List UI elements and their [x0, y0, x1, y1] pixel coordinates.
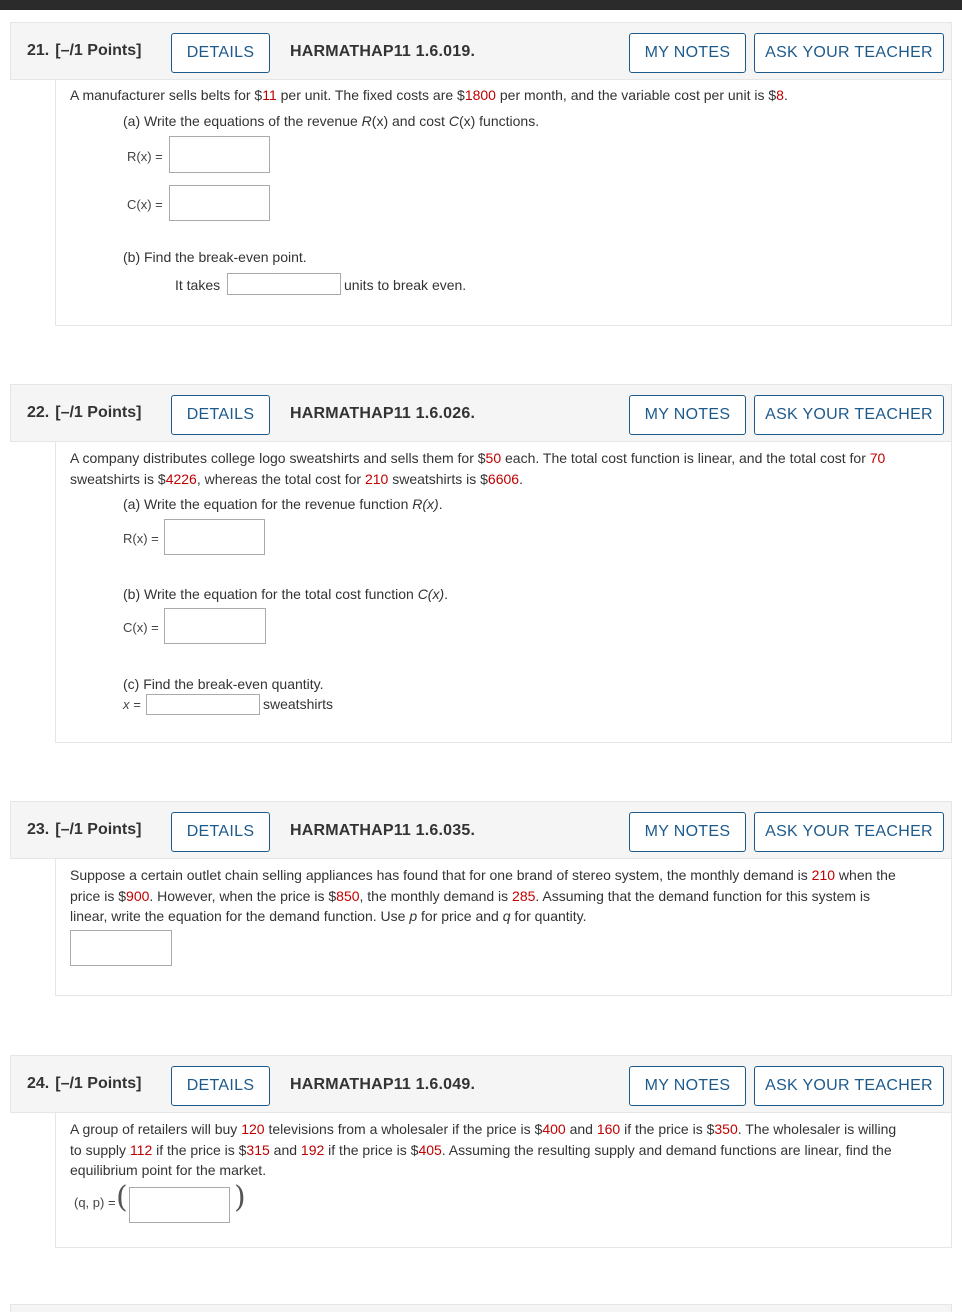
equilibrium-label: (q, p) =	[74, 1195, 116, 1210]
cost-label: C(x) =	[127, 197, 163, 212]
question-code: HARMATHAP11 1.6.035.	[290, 822, 476, 839]
question-header	[10, 801, 952, 859]
ask-your-teacher-button[interactable]: ASK YOUR TEACHER	[754, 812, 944, 852]
revenue-answer-input[interactable]	[164, 519, 265, 555]
question-body	[55, 442, 952, 743]
demand-function-input[interactable]	[70, 930, 172, 966]
question-body	[55, 859, 952, 996]
question-number: 21. [–/1 Points]	[27, 42, 142, 59]
part-b-text: (b) Find the break-even point.	[123, 249, 307, 265]
my-notes-button[interactable]: MY NOTES	[629, 33, 746, 73]
question-number: 24. [–/1 Points]	[27, 1075, 142, 1092]
my-notes-button[interactable]: MY NOTES	[629, 812, 746, 852]
question-21	[10, 22, 952, 326]
cost-label: C(x) =	[123, 620, 159, 635]
part-c-text: (c) Find the break-even quantity.	[123, 676, 324, 692]
question-header	[10, 384, 952, 442]
revenue-label: R(x) =	[127, 149, 163, 164]
question-code: HARMATHAP11 1.6.026.	[290, 405, 476, 422]
question-23	[10, 801, 952, 996]
question-text: A manufacturer sells belts for $11 per unit. The fixed costs are $1800 per month, and the variable cost per unit is $8.	[70, 87, 788, 103]
cost-answer-input[interactable]	[164, 608, 266, 644]
ask-your-teacher-button[interactable]: ASK YOUR TEACHER	[754, 395, 944, 435]
close-paren: )	[234, 1180, 246, 1215]
details-button[interactable]: DETAILS	[171, 33, 270, 73]
break-even-units-input[interactable]	[227, 273, 341, 295]
points-label: [–/1 Points]	[55, 404, 142, 421]
my-notes-button[interactable]: MY NOTES	[629, 395, 746, 435]
part-b-text: (b) Write the equation for the total cost function C(x).	[123, 586, 449, 602]
top-bar	[0, 0, 962, 10]
x-label: x =	[123, 697, 141, 712]
part-a-text: (a) Write the equations of the revenue R(x) and cost C(x) functions.	[123, 113, 540, 129]
my-notes-button[interactable]: MY NOTES	[629, 1066, 746, 1106]
revenue-label: R(x) =	[123, 531, 159, 546]
it-takes-label: It takes	[175, 277, 221, 293]
details-button[interactable]: DETAILS	[171, 1066, 270, 1106]
question-number: 23. [–/1 Points]	[27, 821, 142, 838]
ask-your-teacher-button[interactable]: ASK YOUR TEACHER	[754, 33, 944, 73]
question-body	[55, 1113, 952, 1248]
points-label: [–/1 Points]	[55, 821, 142, 838]
question-24	[10, 1055, 952, 1248]
question-code: HARMATHAP11 1.6.019.	[290, 43, 476, 60]
next-question-edge	[10, 1304, 952, 1312]
question-text: A group of retailers will buy 120 televisions from a wholesaler if the price is $400 and 160 if the price is $350. The wholesaler is willing to supply 112 if the price is $315 and 192 if the price is $405. Assuming the resulting supply and demand functions are linear, find the equilibrium point for the market.	[70, 1121, 897, 1178]
details-button[interactable]: DETAILS	[171, 395, 270, 435]
points-label: [–/1 Points]	[55, 42, 142, 59]
open-paren: (	[116, 1180, 128, 1215]
cost-answer-input[interactable]	[169, 185, 270, 221]
details-button[interactable]: DETAILS	[171, 812, 270, 852]
sweatshirts-label: sweatshirts	[263, 696, 334, 712]
question-body	[55, 80, 952, 326]
question-text: A company distributes college logo sweatshirts and sells them for $50 each. The total cost function is linear, and the total cost for 70 sweatshirts is $4226, whereas the total cost for 210 sweatshirts is $6606.	[70, 450, 886, 487]
revenue-answer-input[interactable]	[169, 136, 270, 173]
part-a-text: (a) Write the equation for the revenue function R(x).	[123, 496, 443, 512]
question-text: Suppose a certain outlet chain selling appliances has found that for one brand of stereo system, the monthly demand is 210 when the price is $900. However, when the price is $850, the monthly demand is 285. Assuming that the demand function for this system is linear, write the equation for the demand function. Use p for price and q for quantity.	[70, 867, 896, 924]
break-even-quantity-input[interactable]	[146, 694, 260, 715]
equilibrium-point-input[interactable]	[129, 1187, 230, 1223]
question-number: 22. [–/1 Points]	[27, 404, 142, 421]
points-label: [–/1 Points]	[55, 1075, 142, 1092]
ask-your-teacher-button[interactable]: ASK YOUR TEACHER	[754, 1066, 944, 1106]
question-22	[10, 384, 952, 743]
question-code: HARMATHAP11 1.6.049.	[290, 1076, 476, 1093]
question-header	[10, 22, 952, 80]
units-label: units to break even.	[344, 277, 467, 293]
question-header	[10, 1055, 952, 1113]
